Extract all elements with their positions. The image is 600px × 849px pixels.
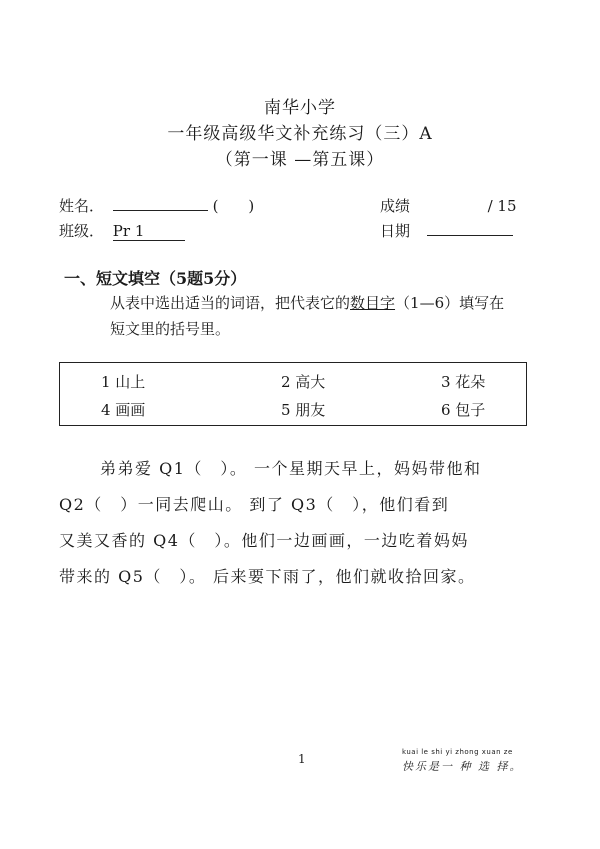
instruction-underlined: 数目字: [350, 294, 396, 312]
class-value: Pr 1: [112, 222, 145, 240]
worksheet-subtitle: （第一课 —第五课）: [215, 150, 385, 170]
passage-line-1: 弟弟爱 Q1（ ）。 一个星期天早上，妈妈带他和: [100, 459, 482, 478]
footer-pinyin: kuai le shi yi zhong xuan ze: [402, 748, 513, 756]
date-blank[interactable]: [427, 221, 513, 236]
class-field: [59, 220, 185, 241]
instruction-line-2: 短文里的括号里。: [110, 320, 231, 338]
name-paren: ( ): [212, 197, 255, 215]
instruction-prefix: 从表中选出适当的词语，把代表它的: [110, 294, 351, 312]
section-title: 一、短文填空（5题5分）: [64, 269, 247, 288]
word-option-1: 1 山上: [101, 373, 146, 391]
instruction-line-1: [110, 290, 504, 316]
school-name: 南华小学: [264, 98, 336, 118]
word-option-3: 3 花朵: [441, 373, 486, 391]
date-field: [380, 220, 513, 241]
score-label: 成绩: [380, 197, 411, 215]
instruction-suffix: （1—6）填写在: [395, 294, 505, 312]
passage-line-3: 又美又香的 Q4（ ）。他们一边画画，一边吃着妈妈: [59, 531, 469, 550]
name-label: 姓名．: [59, 197, 105, 215]
passage-line-2: Q2（ ）一同去爬山。 到了 Q3（ ），他们看到: [59, 495, 450, 514]
name-field: [59, 195, 254, 216]
word-option-5: 5 朋友: [281, 401, 326, 419]
class-label: 班级．: [59, 222, 105, 240]
score-total: / 15: [487, 197, 517, 215]
score-field: [380, 195, 517, 216]
page-number: 1: [298, 752, 306, 766]
class-blank[interactable]: [113, 222, 185, 241]
worksheet-title: 一年级高级华文补充练习（三）A: [167, 124, 433, 144]
footer-motto: 快乐是一 种 选 择。: [402, 760, 523, 773]
word-option-4: 4 画画: [101, 401, 146, 419]
passage-line-4: 带来的 Q5（ ）。 后来要下雨了，他们就收拾回家。: [59, 567, 476, 586]
name-blank[interactable]: [113, 196, 208, 211]
word-option-2: 2 高大: [281, 373, 326, 391]
date-label: 日期: [380, 222, 411, 240]
word-option-6: 6 包子: [441, 401, 486, 419]
word-bank-box: [59, 362, 527, 426]
